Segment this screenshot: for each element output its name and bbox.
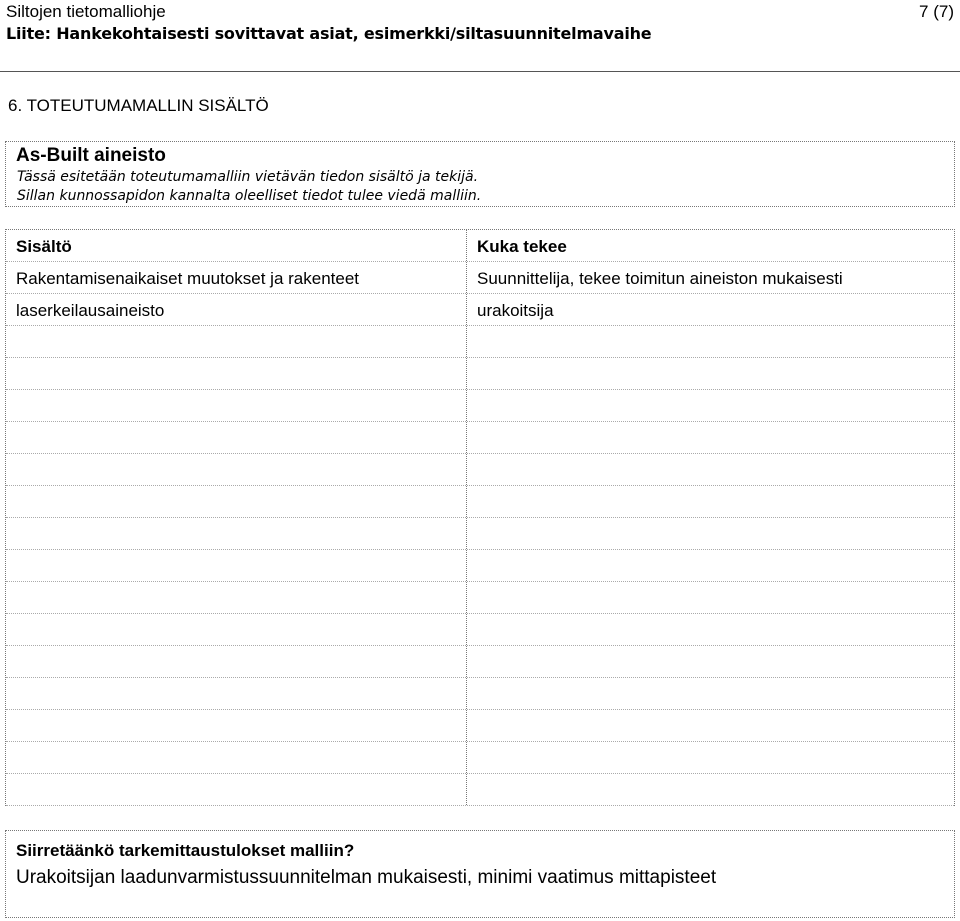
table-row — [6, 614, 954, 646]
asbuilt-description-line: Tässä esitetään toteutumamalliin vietävän tiedon sisältö ja tekijä. — [17, 169, 479, 185]
survey-question: Siirretäänkö tarkemittaustulokset malliin? — [16, 841, 355, 860]
cell-content — [6, 518, 467, 549]
cell-content — [6, 454, 467, 485]
cell-content — [6, 326, 467, 357]
header-cell-content — [6, 230, 467, 261]
cell-content — [6, 358, 467, 389]
cell-content-text: Rakentamisenaikaiset muutokset ja rakenteet — [16, 269, 360, 288]
cell-who — [467, 358, 954, 389]
content-table — [5, 229, 955, 806]
cell-content — [6, 678, 467, 709]
table-row — [6, 390, 954, 422]
header-divider — [0, 71, 960, 72]
cell-content-text: laserkeilausaineisto — [16, 301, 165, 320]
table-row — [6, 646, 954, 678]
section-heading: 6. TOTEUTUMAMALLIN SISÄLTÖ — [8, 96, 269, 115]
table-row — [6, 454, 954, 486]
cell-who — [467, 614, 954, 645]
table-row — [6, 678, 954, 710]
table-header-row — [6, 230, 954, 262]
cell-who-text: Suunnittelija, tekee toimitun aineiston mukaisesti — [477, 269, 843, 288]
cell-content — [6, 262, 467, 293]
table-row — [6, 550, 954, 582]
cell-who — [467, 262, 954, 293]
cell-who — [467, 646, 954, 677]
document-title: Siltojen tietomalliohje — [6, 2, 166, 21]
asbuilt-description-line: Sillan kunnossapidon kannalta oleelliset tiedot tulee viedä malliin. — [17, 188, 482, 204]
table-row — [6, 358, 954, 390]
cell-who — [467, 486, 954, 517]
header-cell-who — [467, 230, 954, 261]
table-row — [6, 774, 954, 806]
cell-content — [6, 486, 467, 517]
table-row — [6, 518, 954, 550]
cell-who — [467, 742, 954, 773]
asbuilt-box — [5, 141, 955, 207]
page-number: 7 (7) — [919, 2, 954, 21]
cell-who — [467, 294, 954, 325]
cell-content — [6, 582, 467, 613]
table-row — [6, 326, 954, 358]
cell-who — [467, 550, 954, 581]
cell-content — [6, 614, 467, 645]
cell-content — [6, 742, 467, 773]
cell-content — [6, 710, 467, 741]
cell-content — [6, 550, 467, 581]
table-row — [6, 742, 954, 774]
header-cell-who-text: Kuka tekee — [477, 237, 567, 256]
document-subtitle: Liite: Hankekohtaisesti sovittavat asiat, esimerkki/siltasuunnitelmavaihe — [6, 24, 652, 43]
survey-question-box — [5, 830, 955, 918]
cell-who — [467, 678, 954, 709]
cell-content — [6, 774, 467, 805]
table-row — [6, 582, 954, 614]
cell-who — [467, 582, 954, 613]
cell-content — [6, 294, 467, 325]
table-row — [6, 422, 954, 454]
table-row — [6, 262, 954, 294]
cell-content — [6, 390, 467, 421]
survey-answer: Urakoitsijan laadunvarmistussuunnitelman mukaisesti, minimi vaatimus mittapisteet — [16, 867, 717, 888]
header-cell-content-text: Sisältö — [16, 237, 72, 256]
cell-who-text: urakoitsija — [477, 301, 554, 320]
table-row — [6, 710, 954, 742]
cell-content — [6, 646, 467, 677]
cell-who — [467, 422, 954, 453]
cell-who — [467, 774, 954, 805]
cell-who — [467, 710, 954, 741]
cell-who — [467, 454, 954, 485]
cell-who — [467, 518, 954, 549]
cell-who — [467, 326, 954, 357]
cell-content — [6, 422, 467, 453]
table-row — [6, 486, 954, 518]
table-row — [6, 294, 954, 326]
cell-who — [467, 390, 954, 421]
asbuilt-title: As-Built aineisto — [16, 145, 166, 166]
